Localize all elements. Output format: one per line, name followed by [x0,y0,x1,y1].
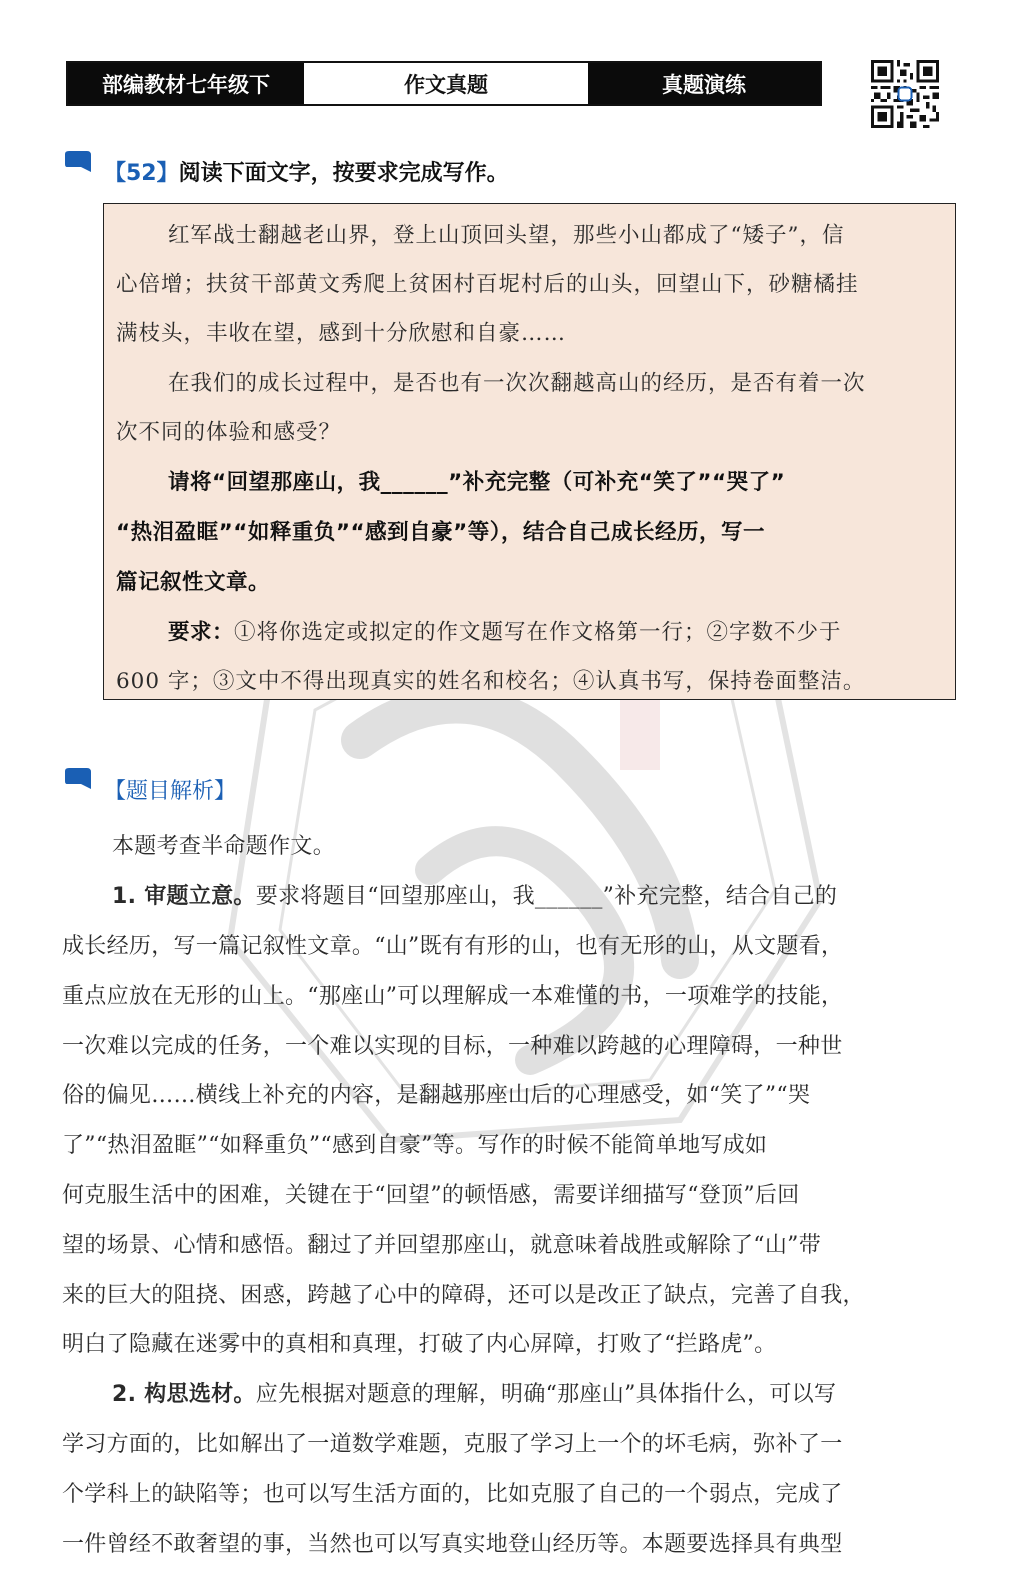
analysis-line: 一次难以完成的任务，一个难以实现的目标，一种难以跨越的心理障碍，一种世 [62,1034,843,1059]
bookmark-icon [63,150,93,176]
requirements-line: 600 字；③文中不得出现真实的姓名和校名；④认真书写，保持卷面整洁。 [116,669,866,694]
analysis-paragraph-1-first [112,879,837,910]
prompt-line: 满枝头，丰收在望，感到十分欣慰和自豪…… [116,321,567,346]
question-number: 【52】 [104,161,179,186]
requirements-label: 要求： [168,620,235,645]
analysis-line: 重点应放在无形的山上。“那座山”可以理解成一本难懂的书，一项难学的技能， [62,984,844,1009]
prompt-bold-line: 请将“回望那座山，我______”补充完整（可补充“笑了”“哭了” [168,470,786,495]
analysis-line: 来的巨大的阻挠、困惑，跨越了心中的障碍，还可以是改正了缺点，完善了自我， [62,1283,865,1308]
question-heading [104,156,509,187]
requirements-text: ①将你选定或拟定的作文题写在作文格第一行；②字数不少于 [234,620,842,645]
prompt-bold-line: 篇记叙性文章。 [116,570,271,595]
prompt-box [103,203,956,700]
analysis-line: 明白了隐藏在迷雾中的真相和真理，打破了内心屏障，打败了“拦路虎”。 [62,1332,777,1357]
bookmark-icon [63,767,93,793]
analysis-p2-label: 2. 构思选材。 [112,1382,256,1407]
analysis-line: 了”“热泪盈眶”“如释重负”“感到自豪”等。写作的时候不能简单地写成如 [62,1133,768,1158]
prompt-bold-line: “热泪盈眶”“如释重负”“感到自豪”等），结合自己成长经历，写一 [116,520,766,545]
analysis-line: 一件曾经不敢奢望的事，当然也可以写真实地登山经历等。本题要选择具有典型 [62,1532,843,1557]
analysis-p1-text: 要求将题目“回望那座山，我______”补充完整，结合自己的 [255,884,838,909]
qr-code-icon[interactable] [871,60,939,128]
analysis-line: 个学科上的缺陷等；也可以写生活方面的，比如克服了自己的一个弱点，完成了 [62,1482,843,1507]
prompt-line: 次不同的体验和感受？ [116,420,342,445]
analysis-line: 俗的偏见……横线上补充的内容，是翻越那座山后的心理感受，如“笑了”“哭 [62,1083,811,1108]
header-bar [66,61,822,106]
prompt-line: 心倍增；扶贫干部黄文秀爬上贫困村百坭村后的山头，回望山下，砂糖橘挂 [116,272,859,297]
analysis-intro: 本题考查半命题作文。 [112,834,336,859]
analysis-line: 何克服生活中的困难，关键在于“回望”的顿悟感，需要详细描写“登顶”后回 [62,1183,800,1208]
question-title: 阅读下面文字，按要求完成写作。 [178,161,509,186]
prompt-line: 在我们的成长过程中，是否也有一次次翻越高山的经历，是否有着一次 [168,371,866,396]
header-left-label: 部编教材七年级下 [68,63,304,104]
header-right-label: 真题演练 [588,63,820,104]
analysis-line: 成长经历，写一篇记叙性文章。“山”既有有形的山，也有无形的山，从文题看， [62,934,844,959]
analysis-line: 学习方面的，比如解出了一道数学难题，克服了学习上一个的坏毛病，弥补了一 [62,1432,843,1457]
prompt-line: 红军战士翻越老山界，登上山顶回头望，那些小山都成了“矮子”，信 [168,223,845,248]
header-center-label: 作文真题 [304,63,588,104]
analysis-line: 望的场景、心情和感悟。翻过了并回望那座山，就意味着战胜或解除了“山”带 [62,1233,821,1258]
analysis-title: 【题目解析】 [104,779,237,804]
analysis-paragraph-2-first [112,1377,836,1408]
analysis-p2-text: 应先根据对题意的理解，明确“那座山”具体指什么，可以写 [255,1382,837,1407]
analysis-p1-label: 1. 审题立意。 [112,884,256,909]
requirements-line [168,615,842,646]
